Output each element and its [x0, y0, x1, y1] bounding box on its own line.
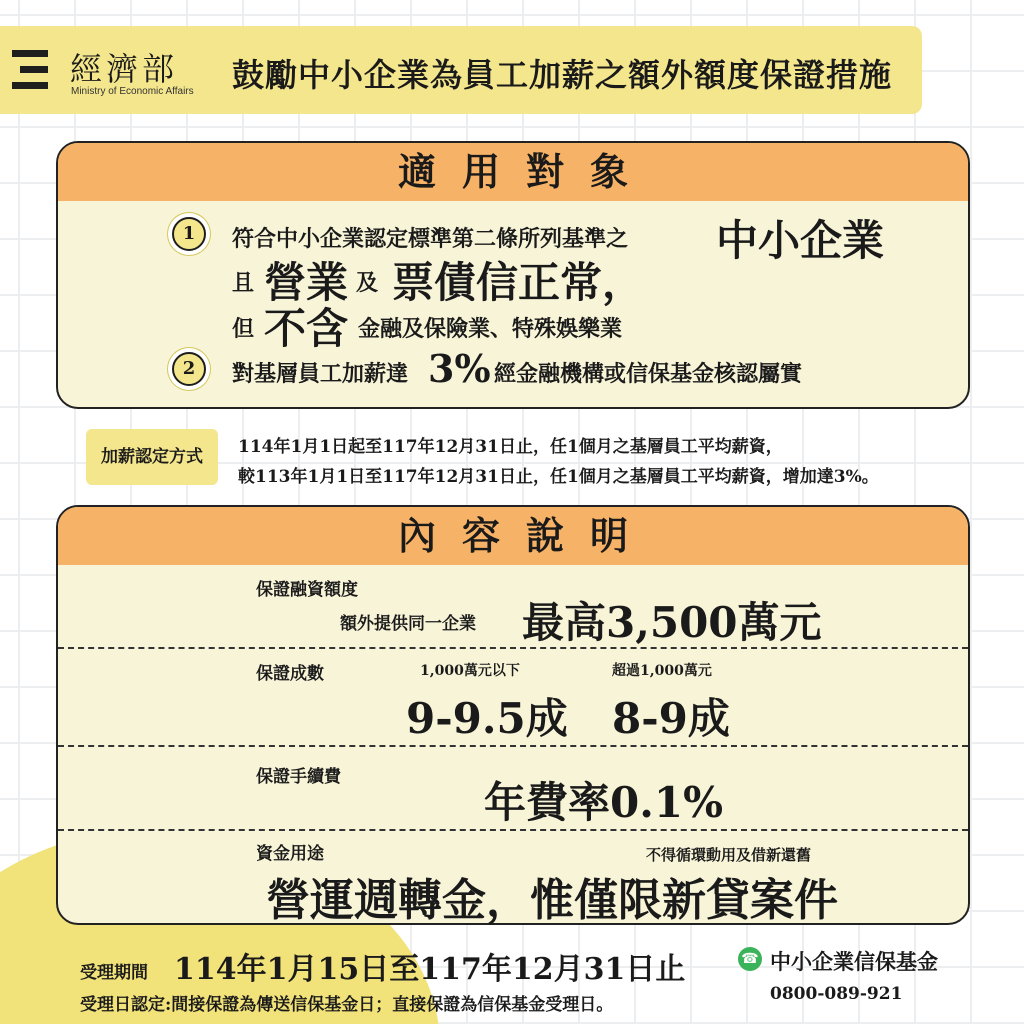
item-number-2: 2: [172, 352, 206, 386]
details-heading: 內容說明: [58, 507, 968, 565]
ratio-col2-label: 超過1,000萬元: [612, 663, 712, 679]
item1-highlight-sme: 中小企業: [716, 216, 885, 265]
org-name: 中小企業信保基金: [770, 949, 938, 974]
divider: [58, 647, 968, 649]
usage-note: 不得循環動用及借新還舊: [646, 846, 812, 864]
period-label: 受理期間: [80, 963, 148, 983]
item-number-1: 1: [172, 217, 206, 251]
eligibility-heading: 適用對象: [58, 143, 968, 201]
item1-and: 且: [232, 270, 255, 296]
usage-label: 資金用途: [256, 844, 324, 864]
item1-highlight-business: 營業: [264, 258, 349, 307]
ministry-name-en: Ministry of Economic Affairs: [71, 86, 194, 97]
item1-highlight-credit: 票債信正常，: [392, 258, 645, 307]
item1-but: 但: [232, 316, 255, 342]
date-rule: 受理日認定:間接保證為傳送信保基金日；直接保證為信保基金受理日。: [80, 995, 614, 1015]
raise-method-tag: 加薪認定方式: [86, 429, 218, 485]
method-line-1: 114年1月1日起至117年12月31日止，任1個月之基層員工平均薪資，: [238, 437, 783, 457]
ratio-col1-value: 9-9.5成: [406, 694, 568, 743]
ministry-name: 經濟部: [70, 50, 179, 88]
page-title: 鼓勵中小企業為員工加薪之額外額度保證措施: [232, 56, 893, 94]
item1-highlight-exclude: 不含: [264, 304, 349, 353]
org-phone[interactable]: 0800-089-921: [770, 984, 903, 1004]
amount-value: 最高3,500萬元: [522, 598, 822, 647]
ratio-col1-label: 1,000萬元以下: [420, 663, 520, 679]
amount-sub: 額外提供同一企業: [340, 614, 476, 634]
fee-value: 年費率0.1%: [484, 778, 723, 827]
phone-icon: ☎: [738, 947, 762, 971]
usage-value: 營運週轉金，惟僅限新貸案件: [266, 875, 838, 926]
item2-text: 對基層員工加薪達: [232, 361, 409, 387]
item1-text: 符合中小企業認定標準第二條所列基準之: [232, 226, 629, 252]
item1-and2: 及: [356, 270, 379, 296]
ministry-logo-icon: [12, 50, 48, 90]
period-value: 114年1月15日至117年12月31日止: [174, 952, 686, 987]
amount-label: 保證融資額度: [256, 580, 358, 600]
item2-text-b: 經金融機構或信保基金核認屬實: [494, 361, 803, 387]
method-line-2: 較113年1月1日至117年12月31日止，任1個月之基層員工平均薪資，增加達3%。: [238, 467, 879, 487]
item1-excluded-industries: 金融及保險業、特殊娛樂業: [358, 316, 623, 342]
ratio-label: 保證成數: [256, 664, 324, 684]
fee-label: 保證手續費: [256, 767, 341, 787]
item2-highlight-percent: 3%: [428, 346, 491, 391]
ratio-col2-value: 8-9成: [612, 694, 730, 743]
